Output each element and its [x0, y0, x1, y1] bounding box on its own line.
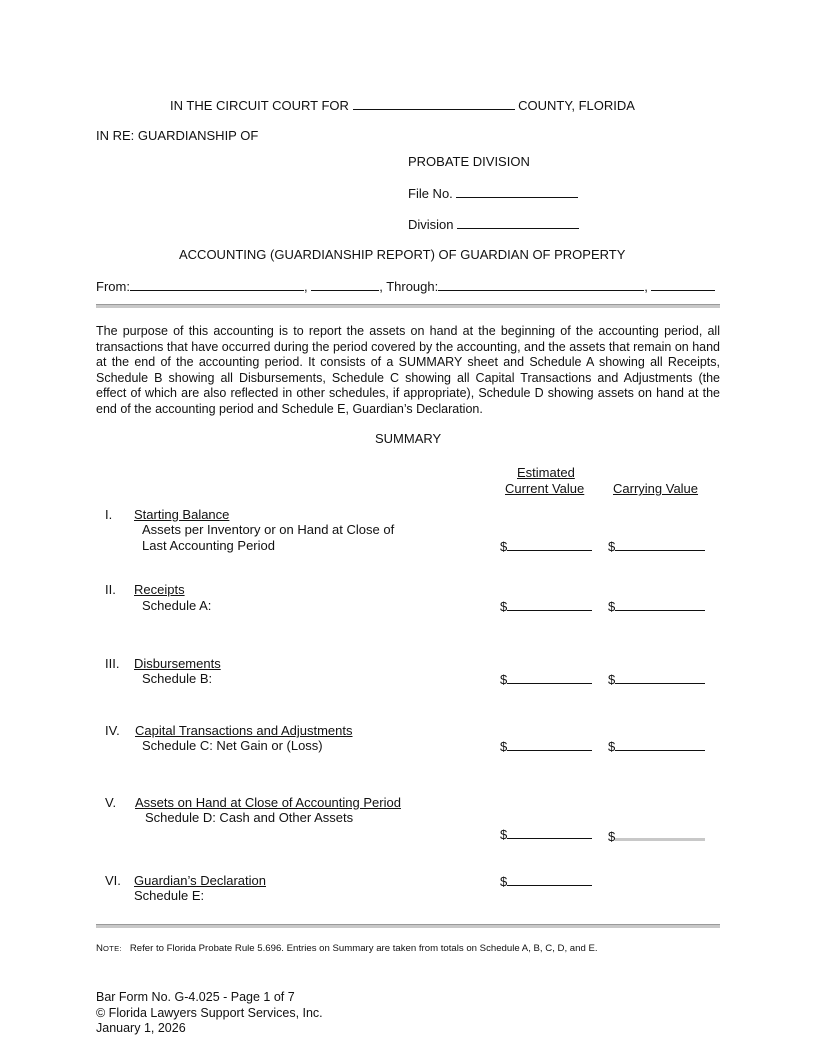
in-re-line: IN RE: GUARDIANSHIP OF: [96, 128, 259, 143]
section-5-estimated: [500, 826, 592, 842]
section-6-estimated-blank[interactable]: [507, 873, 592, 886]
court-prefix: IN THE CIRCUIT COURT FOR: [170, 98, 349, 113]
division-line: [408, 216, 579, 232]
section-6-num: VI.: [105, 873, 121, 888]
section-4-estimated: [500, 738, 592, 754]
document-title: ACCOUNTING (GUARDIANSHIP REPORT) OF GUARDIAN OF PROPERTY: [179, 247, 626, 262]
through-date-blank[interactable]: [438, 278, 644, 291]
division-blank[interactable]: [457, 216, 579, 229]
section-4-carrying: [608, 738, 705, 754]
section-2-carrying: [608, 598, 705, 614]
court-suffix: COUNTY, FLORIDA: [518, 98, 635, 113]
intro-paragraph: The purpose of this accounting is to report the assets on hand at the beginning of the accounting period, all transactions that have occurred during the period covered by the accounting, and the assets that remain on hand at the end of the accounting period. It consists of a SUMMARY sheet and Schedule A showing all Receipts, Schedule B showing all Disbursements, Schedule C showing all Capital Transactions and Adjustments (the effect of which are also reflected in other schedules, if appropriate), Schedule D showing assets on hand at the end of the accounting period and Schedule E, Guardian’s Declaration.: [96, 324, 721, 416]
comma-2: ,: [644, 279, 648, 294]
section-1-line2: Last Accounting Period: [142, 538, 275, 553]
copyright: © Florida Lawyers Support Services, Inc.: [96, 1005, 323, 1020]
bottom-divider: [96, 924, 720, 928]
top-divider: [96, 304, 720, 308]
section-2-estimated-blank[interactable]: [507, 598, 592, 611]
section-2-carrying-blank[interactable]: [615, 598, 705, 611]
file-no-label: File No.: [408, 186, 453, 201]
section-2-estimated: [500, 598, 592, 614]
section-5-estimated-blank[interactable]: [507, 826, 592, 839]
section-5-line1: Schedule D: Cash and Other Assets: [145, 810, 354, 825]
section-4-estimated-blank[interactable]: [507, 738, 592, 751]
section-5-carrying-blank[interactable]: [615, 826, 705, 841]
section-1-carrying-blank[interactable]: [615, 538, 705, 551]
section-5-num: V.: [105, 795, 117, 810]
section-3-estimated: [500, 671, 592, 687]
section-6-title: Guardian’s Declaration: [134, 873, 266, 888]
section-2-line1: Schedule A:: [142, 598, 212, 613]
section-4-carrying-blank[interactable]: [615, 738, 705, 751]
probate-division: PROBATE DIVISION: [408, 154, 530, 169]
section-3-line1: Schedule B:: [142, 671, 213, 686]
currency-symbol: $: [500, 599, 508, 614]
file-no-line: [408, 185, 578, 201]
section-2-title: Receipts: [134, 582, 185, 597]
from-label: From:: [96, 279, 130, 294]
section-5-carrying: [608, 826, 705, 844]
file-no-blank[interactable]: [456, 185, 578, 198]
through-year-blank[interactable]: [651, 278, 715, 291]
currency-symbol: $: [500, 672, 508, 687]
revision-date: January 1, 2026: [96, 1021, 186, 1035]
section-3-carrying: [608, 671, 705, 687]
footer: [96, 990, 323, 1037]
section-2-num: II.: [105, 582, 116, 597]
section-3-estimated-blank[interactable]: [507, 671, 592, 684]
currency-symbol: $: [608, 539, 616, 554]
section-1-title: Starting Balance: [134, 507, 230, 522]
currency-symbol: $: [500, 539, 508, 554]
form-number: Bar Form No. G-4.025 - Page 1 of 7: [96, 990, 295, 1004]
section-3-carrying-blank[interactable]: [615, 671, 705, 684]
period-line: [96, 278, 715, 294]
section-3-num: III.: [105, 656, 120, 671]
currency-symbol: $: [500, 827, 508, 842]
currency-symbol: $: [608, 672, 616, 687]
section-3-title: Disbursements: [134, 656, 221, 671]
currency-symbol: $: [608, 599, 616, 614]
col-carrying: Carrying Value: [613, 481, 699, 496]
summary-heading: SUMMARY: [375, 431, 442, 446]
col-estimated-line2: Current Value: [505, 481, 585, 496]
section-1-num: I.: [105, 507, 113, 522]
from-date-blank[interactable]: [130, 278, 304, 291]
currency-symbol: $: [500, 874, 508, 889]
currency-symbol: $: [608, 829, 616, 844]
section-1-carrying: [608, 538, 705, 554]
comma-1: ,: [303, 279, 308, 294]
section-1-estimated: [500, 538, 592, 554]
col-estimated-line1: Estimated: [517, 465, 575, 480]
section-4-num: IV.: [105, 723, 120, 738]
division-label: Division: [408, 217, 454, 232]
note-label: NOTE:: [96, 943, 122, 954]
section-1-line1: Assets per Inventory or on Hand at Close of: [142, 522, 395, 537]
section-5-title: Assets on Hand at Close of Accounting Period: [135, 795, 401, 810]
note: [96, 943, 598, 954]
section-6-estimated: [500, 873, 592, 889]
section-4-line1: Schedule C: Net Gain or (Loss): [142, 738, 323, 753]
section-4-title: Capital Transactions and Adjustments: [135, 723, 353, 738]
currency-symbol: $: [500, 739, 508, 754]
county-blank[interactable]: [353, 97, 515, 110]
note-text: Refer to Florida Probate Rule 5.696. Entries on Summary are taken from totals on Schedule A, B, C, D, and E.: [129, 943, 598, 954]
through-label: , Through:: [379, 279, 439, 294]
from-year-blank[interactable]: [311, 278, 379, 291]
section-6-line1: Schedule E:: [134, 888, 205, 903]
currency-symbol: $: [608, 739, 616, 754]
section-1-estimated-blank[interactable]: [507, 538, 592, 551]
court-line: [170, 97, 635, 113]
